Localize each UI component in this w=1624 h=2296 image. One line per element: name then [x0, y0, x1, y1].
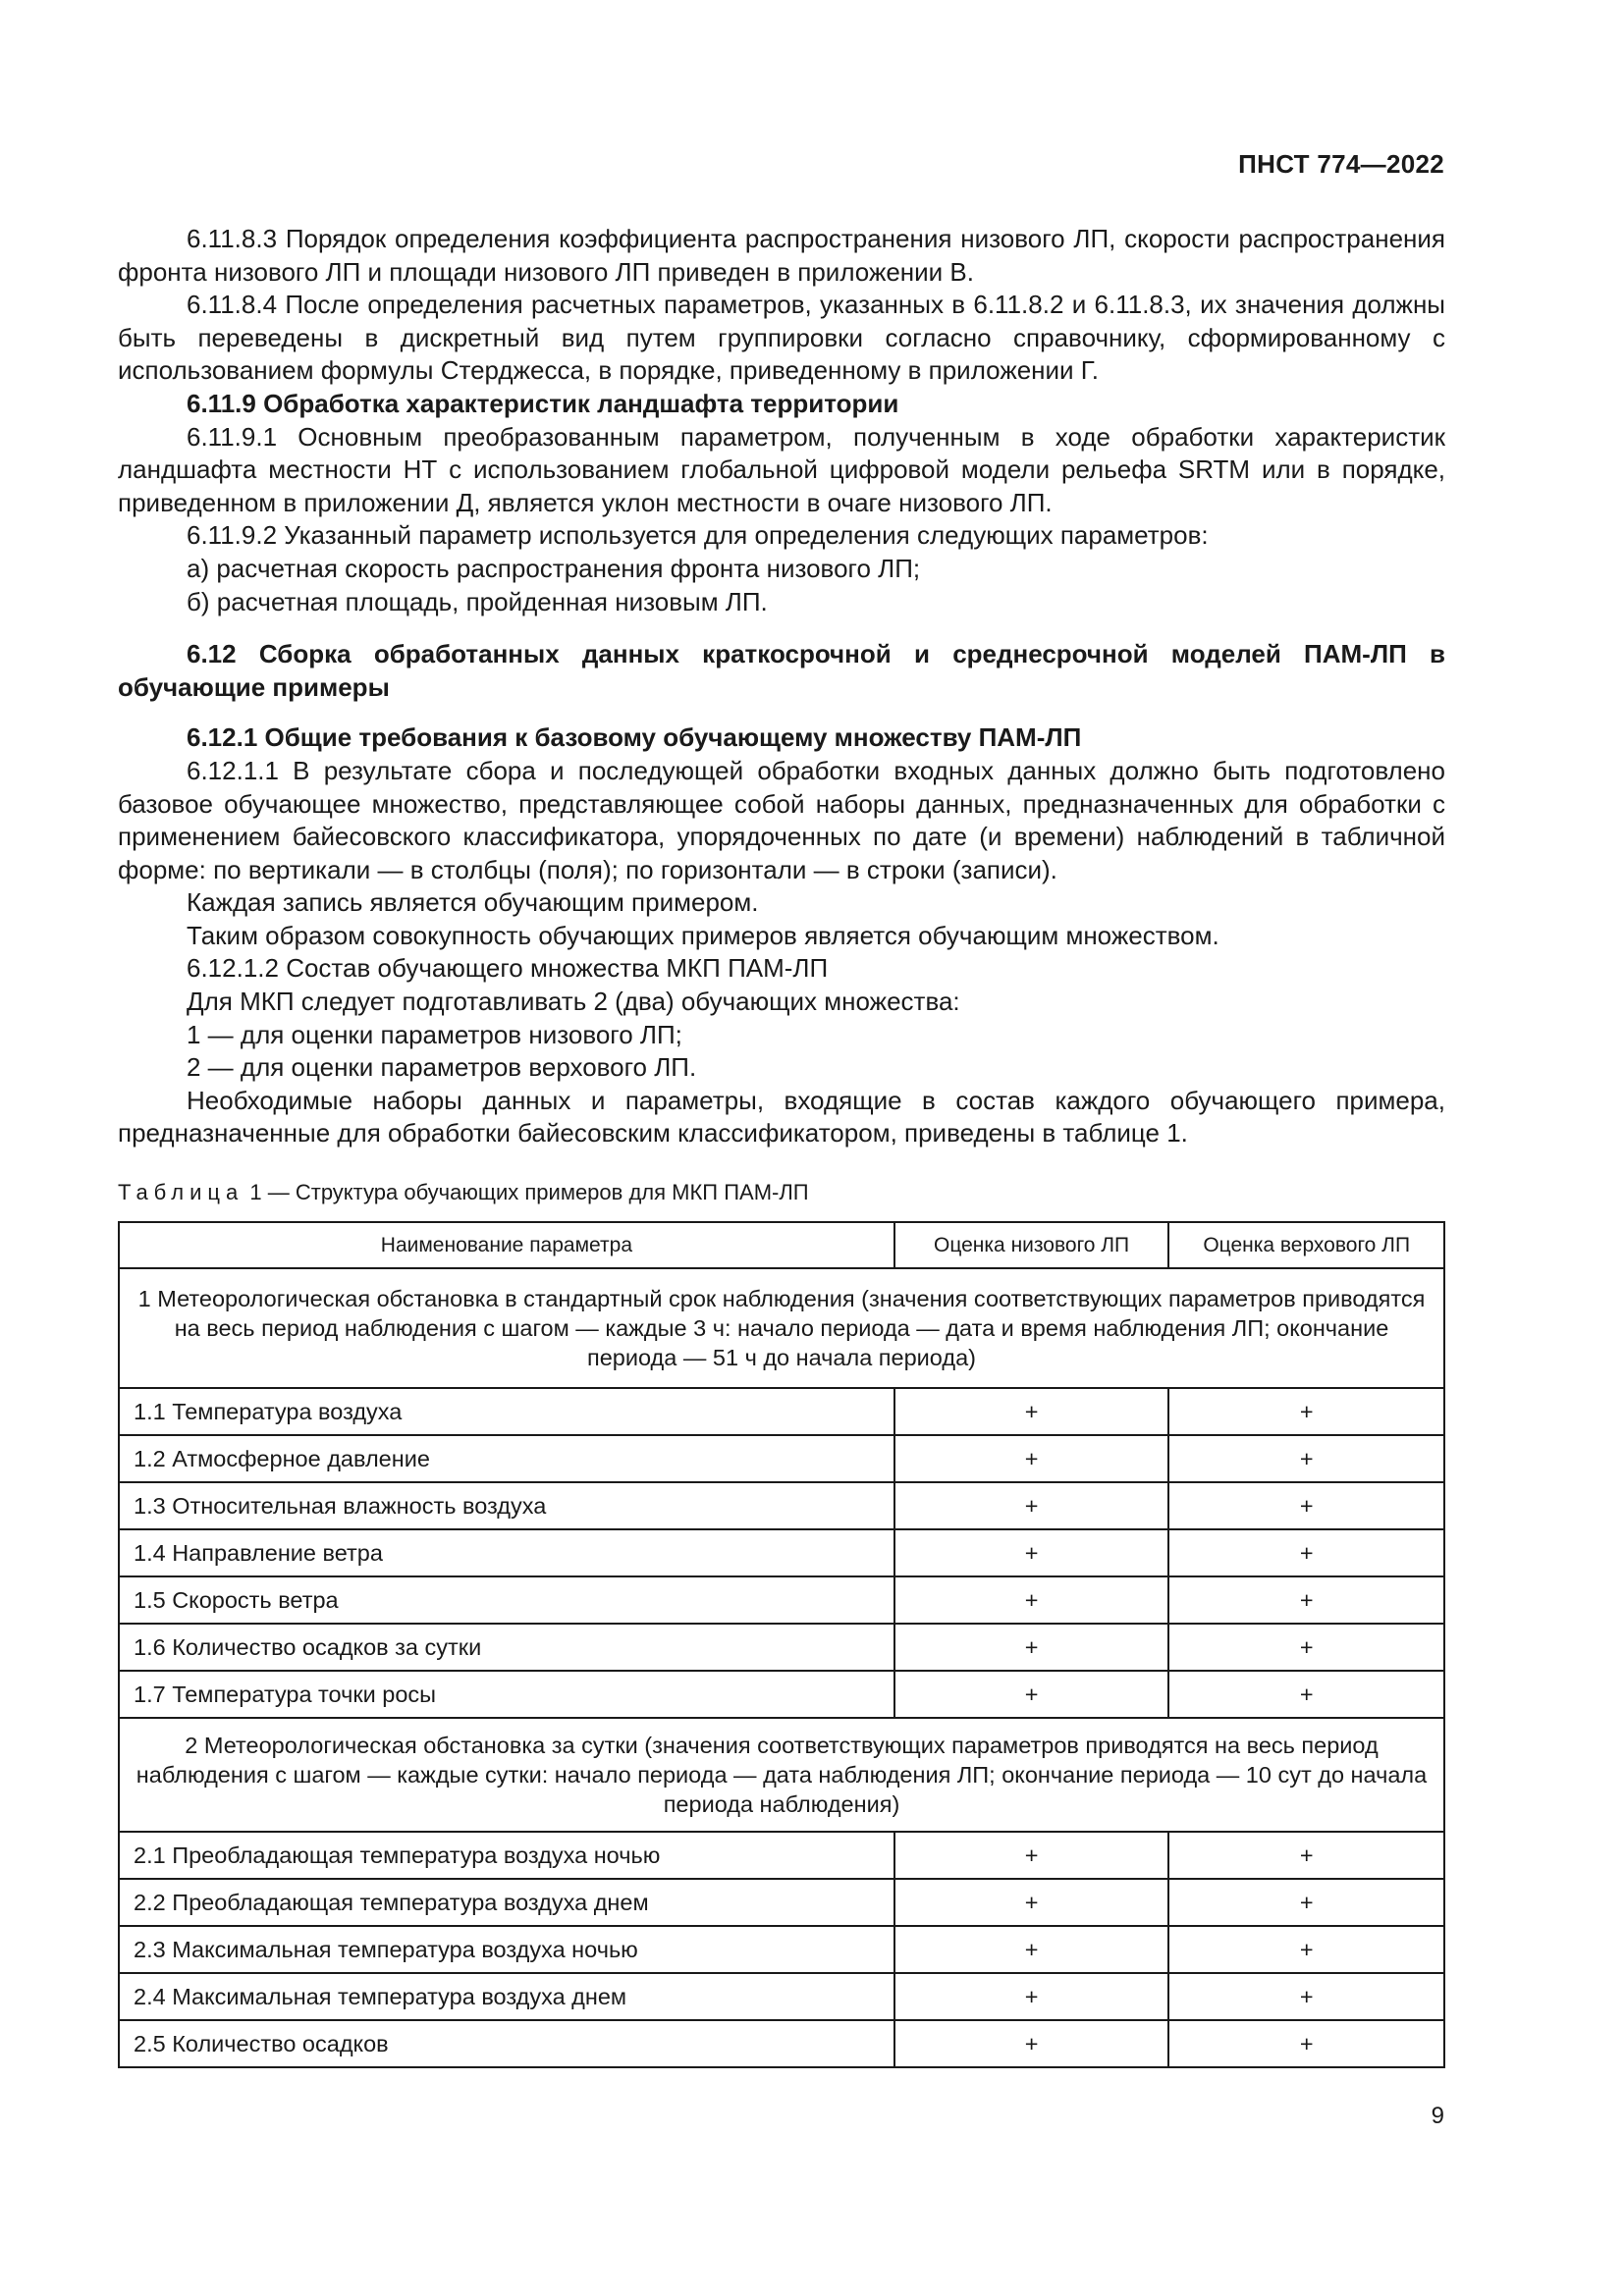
table-row [119, 1388, 1444, 1435]
lowfire-mark: + [894, 1388, 1169, 1435]
list-item: 1 — для оценки параметров низового ЛП; [187, 1019, 682, 1049]
lowfire-mark: + [894, 1435, 1169, 1482]
paragraph: 6.12.1.2 Состав обучающего множества МКП ПАМ-ЛП [187, 953, 829, 984]
param-name: 1.3 Относительная влажность воздуха [119, 1482, 894, 1529]
crownfire-mark: + [1168, 2020, 1444, 2067]
param-name: 2.3 Максимальная температура воздуха ночью [119, 1926, 894, 1973]
paragraph: Необходимые наборы данных и параметры, входящие в состав каждого обучающего примера, предназначенные для обработки байесовским классификатором, приведены в таблице 1. [118, 1085, 1445, 1148]
crownfire-mark: + [1168, 1671, 1444, 1718]
lowfire-mark: + [894, 1879, 1169, 1926]
lowfire-mark: + [894, 1482, 1169, 1529]
table-row [119, 1529, 1444, 1576]
crownfire-mark: + [1168, 1973, 1444, 2020]
lowfire-mark: + [894, 2020, 1169, 2067]
param-name: 1.5 Скорость ветра [119, 1576, 894, 1624]
table-caption [118, 1180, 809, 1205]
table-group-row [119, 1718, 1444, 1832]
section-heading: 6.12 Сборка обработанных данных краткосрочной и среднесрочной моделей ПАМ-ЛП в обучающие примеры [118, 639, 1445, 702]
header-lowfire-estimate: Оценка низового ЛП [894, 1222, 1169, 1268]
table-row [119, 1482, 1444, 1529]
crownfire-mark: + [1168, 1482, 1444, 1529]
crownfire-mark: + [1168, 1435, 1444, 1482]
page-number: 9 [1431, 2103, 1444, 2129]
table-row [119, 1926, 1444, 1973]
paragraph: 6.11.9.1 Основным преобразованным параметром, полученным в ходе обработки характеристик ландшафта местности НТ с использованием глобальной цифровой модели рельефа SRTM или в порядке, приведенном в приложении Д, является уклон местности в очаге низового ЛП. [118, 421, 1445, 517]
section-heading: 6.11.9 Обработка характеристик ландшафта территории [187, 388, 899, 418]
lowfire-mark: + [894, 1926, 1169, 1973]
param-name: 1.4 Направление ветра [119, 1529, 894, 1576]
param-name: 1.7 Температура точки росы [119, 1671, 894, 1718]
parameters-table [118, 1221, 1445, 2068]
crownfire-mark: + [1168, 1388, 1444, 1435]
param-name: 1.6 Количество осадков за сутки [119, 1624, 894, 1671]
table-header-row [119, 1222, 1444, 1268]
lowfire-mark: + [894, 1529, 1169, 1576]
table-caption-text: 1 — Структура обучающих примеров для МКП ПАМ-ЛП [249, 1180, 809, 1204]
crownfire-mark: + [1168, 1879, 1444, 1926]
header-parameter-name: Наименование параметра [119, 1222, 894, 1268]
list-item: 2 — для оценки параметров верхового ЛП. [187, 1052, 697, 1083]
lowfire-mark: + [894, 1671, 1169, 1718]
param-name: 2.1 Преобладающая температура воздуха ночью [119, 1832, 894, 1879]
lowfire-mark: + [894, 1624, 1169, 1671]
table-row [119, 1576, 1444, 1624]
section-heading: 6.12.1 Общие требования к базовому обучающему множеству ПАМ-ЛП [187, 722, 1082, 753]
param-name: 2.4 Максимальная температура воздуха днем [119, 1973, 894, 2020]
lowfire-mark: + [894, 1973, 1169, 2020]
table-group-row [119, 1268, 1444, 1388]
table-row [119, 1879, 1444, 1926]
paragraph: Для МКП следует подготавливать 2 (два) обучающих множества: [187, 987, 960, 1017]
param-name: 1.1 Температура воздуха [119, 1388, 894, 1435]
crownfire-mark: + [1168, 1529, 1444, 1576]
lowfire-mark: + [894, 1832, 1169, 1879]
table-caption-label: Таблица [118, 1180, 244, 1204]
paragraph: 6.11.8.4 После определения расчетных параметров, указанных в 6.11.8.2 и 6.11.8.3, их значения должны быть переведены в дискретный вид путем группировки согласно справочнику, сформированному с использованием формулы Стерджесса, в порядке, приведенному в приложении Г. [118, 290, 1445, 386]
list-item: а) расчетная скорость распространения фронта низового ЛП; [187, 553, 921, 583]
header-crownfire-estimate: Оценка верхового ЛП [1168, 1222, 1444, 1268]
crownfire-mark: + [1168, 1926, 1444, 1973]
paragraph: Таким образом совокупность обучающих примеров является обучающим множеством. [187, 920, 1219, 950]
body-text [118, 223, 1445, 1150]
paragraph: 6.11.9.2 Указанный параметр используется для определения следующих параметров: [187, 520, 1209, 551]
param-name: 2.5 Количество осадков [119, 2020, 894, 2067]
paragraph: 6.11.8.3 Порядок определения коэффициента распространения низового ЛП, скорости распространения фронта низового ЛП и площади низового ЛП приведен в приложении В. [118, 224, 1445, 287]
table-row [119, 2020, 1444, 2067]
paragraph: Каждая запись является обучающим примером. [187, 887, 759, 918]
table-row [119, 1435, 1444, 1482]
param-name: 1.2 Атмосферное давление [119, 1435, 894, 1482]
group-title: 1 Метеорологическая обстановка в стандартный срок наблюдения (значения соответствующих параметров приводятся на весь период наблюдения с шагом — каждые 3 ч: начало периода — дата и время наблюдения ЛП; окончание периода — 51 ч до начала периода) [119, 1268, 1444, 1388]
param-name: 2.2 Преобладающая температура воздуха днем [119, 1879, 894, 1926]
table-row [119, 1671, 1444, 1718]
paragraph: 6.12.1.1 В результате сбора и последующей обработки входных данных должно быть подготовлено базовое обучающее множество, представляющее собой наборы данных, предназначенных для обработки с применением байесовского классификатора, упорядоченных по дате (и времени) наблюдений в табличной форме: по вертикали — в столбцы (поля); по горизонтали — в строки (записи). [118, 755, 1445, 884]
crownfire-mark: + [1168, 1832, 1444, 1879]
table-row [119, 1973, 1444, 2020]
lowfire-mark: + [894, 1576, 1169, 1624]
table-row [119, 1832, 1444, 1879]
group-title: 2 Метеорологическая обстановка за сутки (значения соответствующих параметров приводятся на весь период наблюдения с шагом — каждые сутки: начало периода — дата наблюдения ЛП; окончание периода — 10 сут до начала периода наблюдения) [119, 1718, 1444, 1832]
table-row [119, 1624, 1444, 1671]
list-item: б) расчетная площадь, пройденная низовым ЛП. [187, 586, 768, 616]
crownfire-mark: + [1168, 1576, 1444, 1624]
document-code: ПНСТ 774—2022 [1238, 149, 1444, 179]
crownfire-mark: + [1168, 1624, 1444, 1671]
